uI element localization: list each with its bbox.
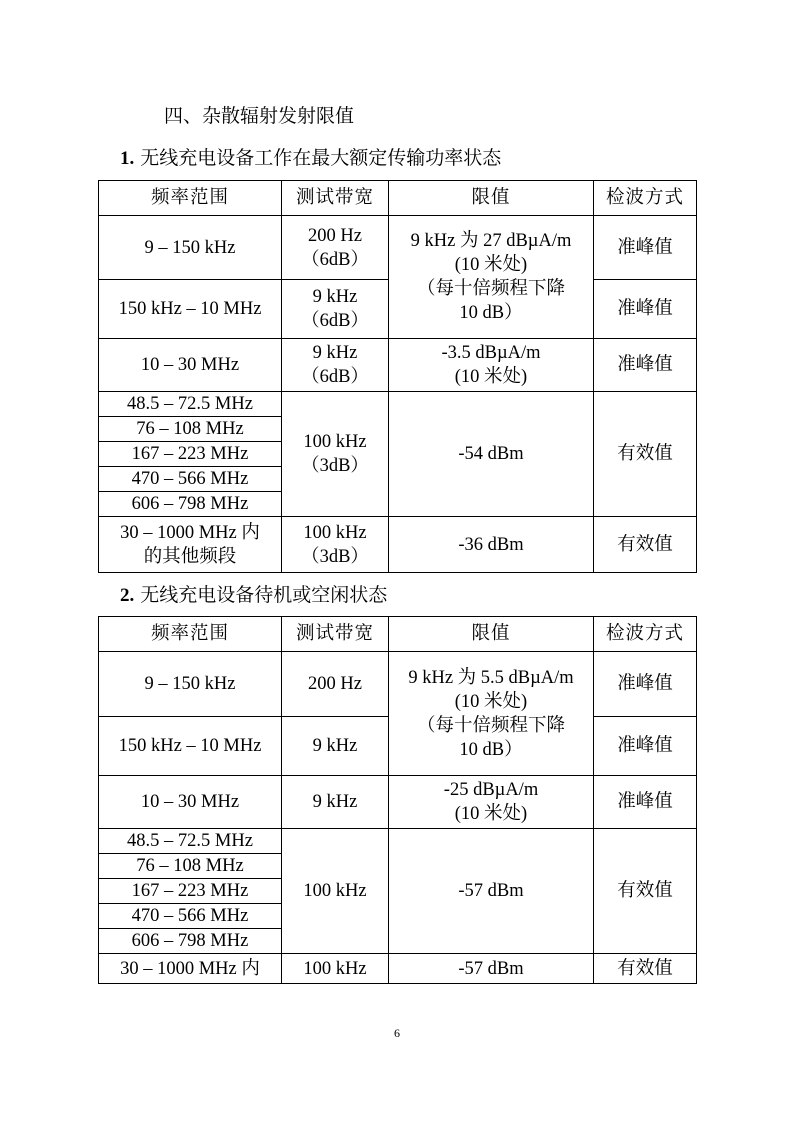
- header-detector: 检波方式: [594, 617, 697, 652]
- detector-cell: 有效值: [594, 517, 697, 573]
- header-detector: 检波方式: [594, 181, 697, 216]
- header-test-bandwidth: 测试带宽: [282, 181, 389, 216]
- freq-cell: 167 – 223 MHz: [99, 879, 282, 904]
- freq-cell: 76 – 108 MHz: [99, 417, 282, 442]
- table-header-row: [99, 181, 697, 216]
- limit-cell: -36 dBm: [389, 517, 594, 573]
- limit-cell: 9 kHz 为 5.5 dBµA/m (10 米处) （每十倍频程下降 10 dB）: [389, 652, 594, 776]
- freq-cell: 30 – 1000 MHz 内 的其他频段: [99, 517, 282, 573]
- bandwidth-cell: 100 kHz: [282, 829, 389, 954]
- subsection-1-number: 1.: [120, 148, 135, 169]
- limit-cell: -54 dBm: [389, 392, 594, 517]
- freq-cell: 470 – 566 MHz: [99, 467, 282, 492]
- header-frequency-range: 频率范围: [99, 181, 282, 216]
- detector-cell: 准峰值: [594, 339, 697, 392]
- limit-cell: -3.5 dBµA/m (10 米处): [389, 339, 594, 392]
- table-row: [99, 829, 697, 854]
- subsection-1-heading: [120, 147, 501, 171]
- freq-cell: 76 – 108 MHz: [99, 854, 282, 879]
- freq-cell: 9 – 150 kHz: [99, 216, 282, 280]
- limit-cell: 9 kHz 为 27 dBµA/m (10 米处) （每十倍频程下降 10 dB）: [389, 216, 594, 339]
- bandwidth-cell: 100 kHz （3dB）: [282, 392, 389, 517]
- freq-cell: 150 kHz – 10 MHz: [99, 717, 282, 776]
- limit-cell: -25 dBµA/m (10 米处): [389, 776, 594, 829]
- subsection-1-title: 无线充电设备工作在最大额定传输功率状态: [140, 148, 502, 169]
- bandwidth-cell: 9 kHz （6dB）: [282, 339, 389, 392]
- subsection-2-title: 无线充电设备待机或空闲状态: [140, 585, 388, 606]
- table-row: [99, 954, 697, 984]
- bandwidth-cell: 200 Hz （6dB）: [282, 216, 389, 280]
- table-row: [99, 392, 697, 417]
- subsection-2-number: 2.: [120, 585, 135, 606]
- limit-cell: -57 dBm: [389, 829, 594, 954]
- freq-cell: 470 – 566 MHz: [99, 904, 282, 929]
- detector-cell: 有效值: [594, 954, 697, 984]
- freq-cell: 150 kHz – 10 MHz: [99, 280, 282, 339]
- detector-cell: 有效值: [594, 392, 697, 517]
- table-row: [99, 216, 697, 280]
- bandwidth-cell: 100 kHz: [282, 954, 389, 984]
- bandwidth-cell: 100 kHz （3dB）: [282, 517, 389, 573]
- section-title: 四、杂散辐射发射限值: [164, 106, 355, 127]
- subsection-2-heading: [120, 584, 387, 608]
- table-row: [99, 652, 697, 717]
- limit-cell: -57 dBm: [389, 954, 594, 984]
- table-row: [99, 776, 697, 829]
- freq-cell: 606 – 798 MHz: [99, 492, 282, 517]
- detector-cell: 准峰值: [594, 717, 697, 776]
- freq-cell: 9 – 150 kHz: [99, 652, 282, 717]
- bandwidth-cell: 9 kHz: [282, 717, 389, 776]
- freq-cell: 167 – 223 MHz: [99, 442, 282, 467]
- header-frequency-range: 频率范围: [99, 617, 282, 652]
- page-number: 6: [394, 1026, 400, 1040]
- freq-cell: 606 – 798 MHz: [99, 929, 282, 954]
- header-limit: 限值: [389, 617, 594, 652]
- spurious-emission-table-2: [98, 616, 697, 984]
- table-row: [99, 517, 697, 573]
- freq-cell: 48.5 – 72.5 MHz: [99, 829, 282, 854]
- detector-cell: 准峰值: [594, 216, 697, 280]
- detector-cell: 准峰值: [594, 652, 697, 717]
- header-test-bandwidth: 测试带宽: [282, 617, 389, 652]
- bandwidth-cell: 9 kHz: [282, 776, 389, 829]
- table-header-row: [99, 617, 697, 652]
- detector-cell: 准峰值: [594, 776, 697, 829]
- bandwidth-cell: 200 Hz: [282, 652, 389, 717]
- freq-cell: 10 – 30 MHz: [99, 339, 282, 392]
- detector-cell: 有效值: [594, 829, 697, 954]
- freq-cell: 48.5 – 72.5 MHz: [99, 392, 282, 417]
- table-row: [99, 339, 697, 392]
- freq-cell: 30 – 1000 MHz 内: [99, 954, 282, 984]
- header-limit: 限值: [389, 181, 594, 216]
- spurious-emission-table-1: [98, 180, 697, 573]
- freq-cell: 10 – 30 MHz: [99, 776, 282, 829]
- bandwidth-cell: 9 kHz （6dB）: [282, 280, 389, 339]
- detector-cell: 准峰值: [594, 280, 697, 339]
